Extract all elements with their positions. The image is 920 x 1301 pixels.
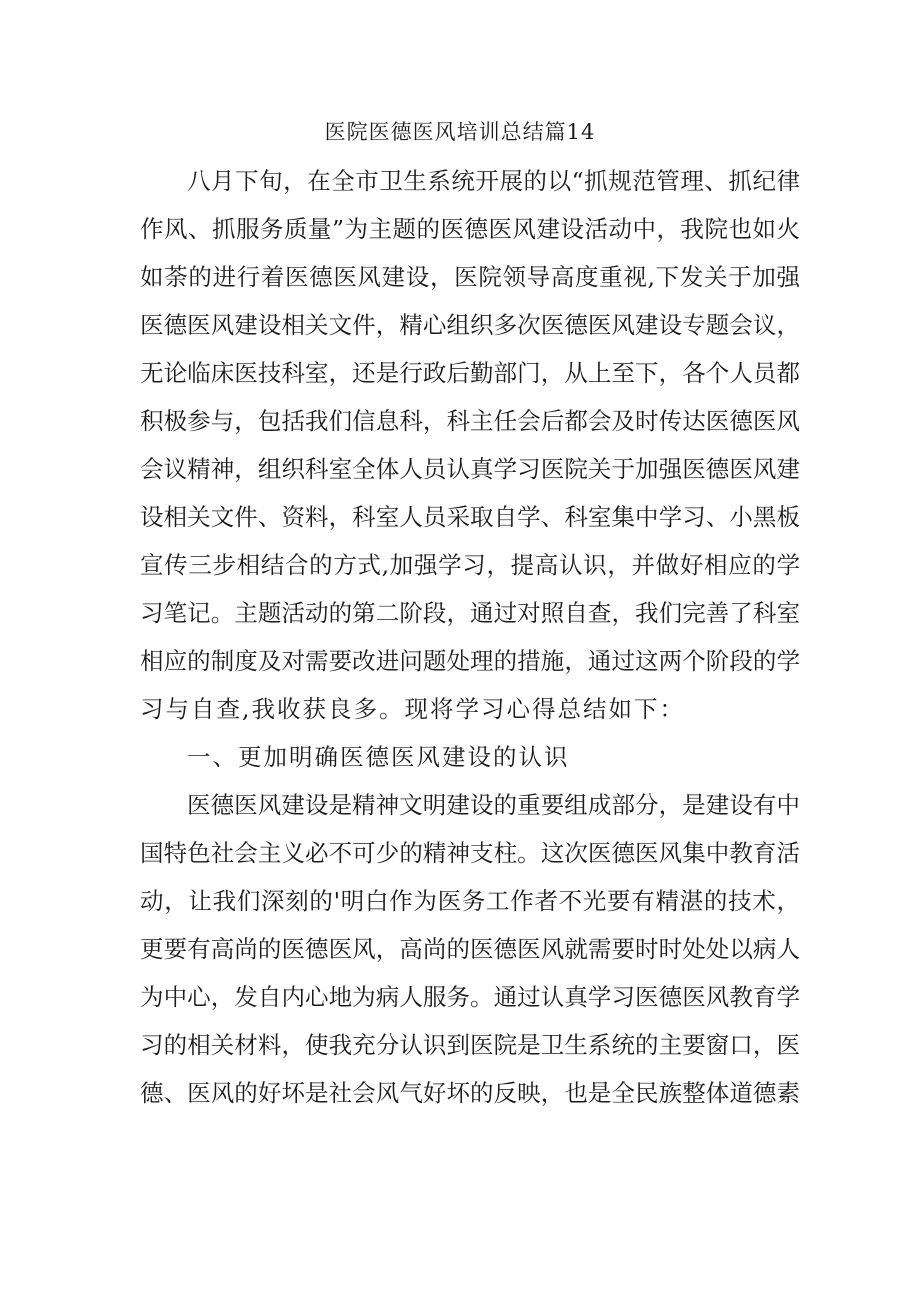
paragraph-line: 更要有高尚的医德医风，高尚的医德医风就需要时时处处以病人 (140, 935, 800, 963)
paragraph-line: 习笔记。主题活动的第二阶段，通过对照自查，我们完善了科室 (140, 599, 800, 627)
paragraph-line: 相应的制度及对需要改进问题处理的措施，通过这两个阶段的学 (140, 647, 800, 675)
paragraph-line: 习的相关材料，使我充分认识到医院是卫生系统的主要窗口，医 (140, 1031, 800, 1059)
paragraph-line: 习与自查,我收获良多。现将学习心得总结如下： (140, 695, 685, 723)
paragraph-line: 如荼的进行着医德医风建设，医院领导高度重视,下发关于加强 (140, 263, 800, 291)
paragraph-line: 动，让我们深刻的'明白作为医务工作者不光要有精湛的技术， (140, 887, 800, 915)
paragraph-line: 无论临床医技科室，还是行政后勤部门，从上至下，各个人员都 (140, 359, 800, 387)
paragraph-line: 宣传三步相结合的方式,加强学习，提高认识，并做好相应的学 (140, 551, 800, 579)
paragraph-line: 八月下旬，在全市卫生系统开展的以“抓规范管理、抓纪律 (187, 167, 800, 195)
paragraph-line: 医德医风建设相关文件，精心组织多次医德医风建设专题会议， (140, 311, 800, 339)
paragraph-line: 德、医风的好坏是社会风气好坏的反映，也是全民族整体道德素 (140, 1079, 800, 1107)
paragraph-line: 作风、抓服务质量”为主题的医德医风建设活动中，我院也如火 (140, 215, 800, 243)
document-title: 医院医德医风培训总结篇14 (324, 120, 596, 144)
paragraph-line: 国特色社会主义必不可少的精神支柱。这次医德医风集中教育活 (140, 839, 800, 867)
section-heading: 一、更加明确医德医风建设的认识 (187, 743, 570, 771)
paragraph-line: 为中心，发自内心地为病人服务。通过认真学习医德医风教育学 (140, 983, 800, 1011)
paragraph-line: 设相关文件、资料，科室人员采取自学、科室集中学习、小黑板 (140, 503, 800, 531)
paragraph-line: 积极参与，包括我们信息科，科主任会后都会及时传达医德医风 (140, 407, 800, 435)
paragraph-line: 会议精神，组织科室全体人员认真学习医院关于加强医德医风建 (140, 455, 800, 483)
paragraph-line: 医德医风建设是精神文明建设的重要组成部分，是建设有中 (187, 791, 800, 819)
